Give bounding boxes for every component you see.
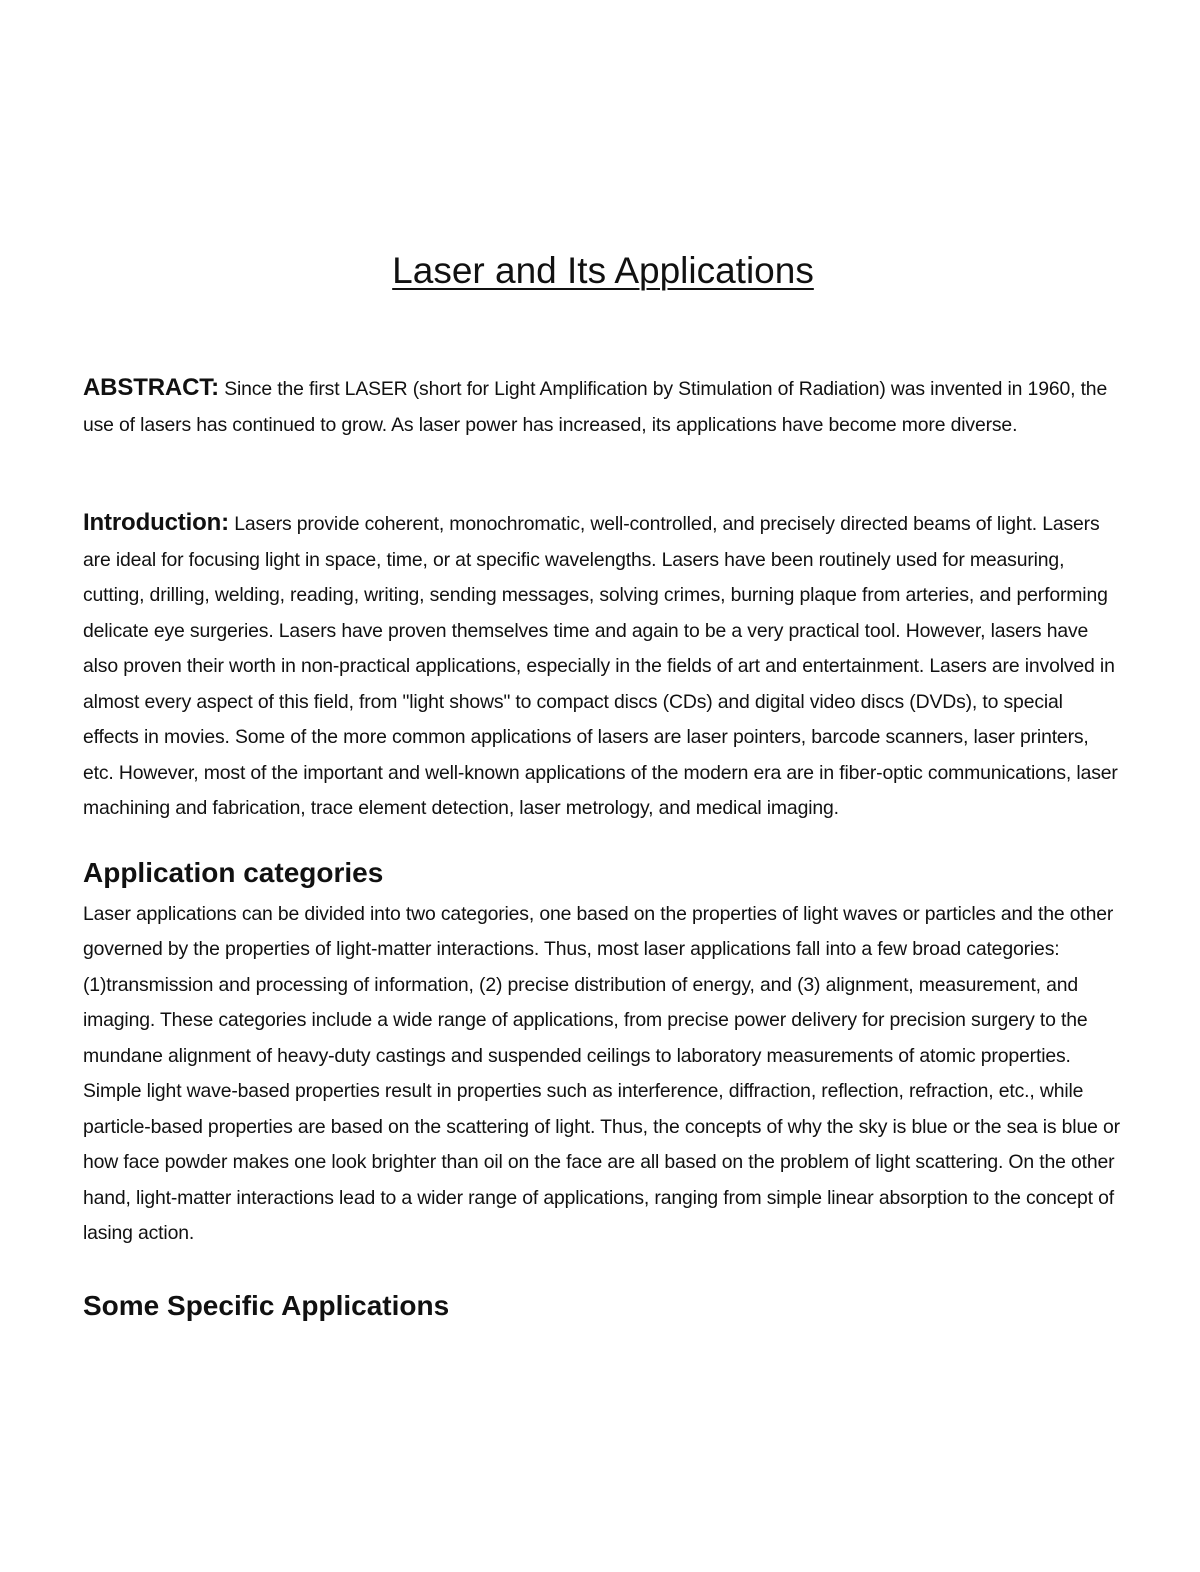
application-categories-paragraph-2: (1)transmission and processing of information, (2) precise distribution of energy, and (3) alignment, measurement, and imaging. These categories include a wide range of applications, from precise power delivery for precision surgery to the mundane alignment of heavy-duty castings and suspended ceilings to laboratory measurements of atomic properties. Simple light wave-based properties result in properties such as interference, diffraction, reflection, refraction, etc., while particle-based properties are based on the scattering of light. Thus, the concepts of why the sky is blue or the sea is blue or how face powder makes one look brighter than oil on the face are all based on the problem of light scattering. On the other hand, light-matter interactions lead to a wider range of applications, ranging from simple linear absorption to the concept of lasing action. — [83, 973, 1120, 1244]
application-categories-heading: Application categories — [83, 856, 384, 888]
introduction-text: Lasers provide coherent, monochromatic, well-controlled, and precisely directed beams of light. Lasers are ideal for focusing light in space, time, or at specific wavelengths. Lasers have been routinely used for measuring, cutting, drilling, welding, reading, writing, sending messages, solving crimes, burning plaque from arteries, and performing delicate eye surgeries. Lasers have proven themselves time and again to be a very practical tool. However, lasers have also proven their worth in non-practical applications, especially in the fields of art and entertainment. Lasers are involved in almost every aspect of this field, from "light shows" to compact discs (CDs) and digital video discs (DVDs), to special effects in movies. Some of the more common applications of lasers are laser pointers, barcode scanners, laser printers, etc. However, most of the important and well-known applications of the modern era are in fiber-optic communications, laser machining and fabrication, trace element detection, laser metrology, and medical imaging. — [83, 513, 1118, 819]
abstract-text: Since the first LASER (short for Light Amplification by Stimulation of Radiation) was invented in 1960, the use of lasers has continued to grow. As laser power has increased, its applications have become more diverse. — [83, 378, 1108, 436]
specific-applications-heading: Some Specific Applications — [83, 1289, 450, 1321]
abstract-paragraph — [83, 370, 1123, 443]
application-categories-paragraph-1: Laser applications can be divided into two categories, one based on the properties of light waves or particles and the other governed by the properties of light-matter interactions. Thus, most laser applications fall into a few broad categories: — [83, 902, 1114, 960]
document-title: Laser and Its Applications — [392, 250, 814, 291]
abstract-label: ABSTRACT: — [83, 374, 219, 401]
document-body — [83, 248, 1123, 1330]
introduction-paragraph — [83, 505, 1123, 827]
introduction-label: Introduction: — [83, 509, 230, 536]
